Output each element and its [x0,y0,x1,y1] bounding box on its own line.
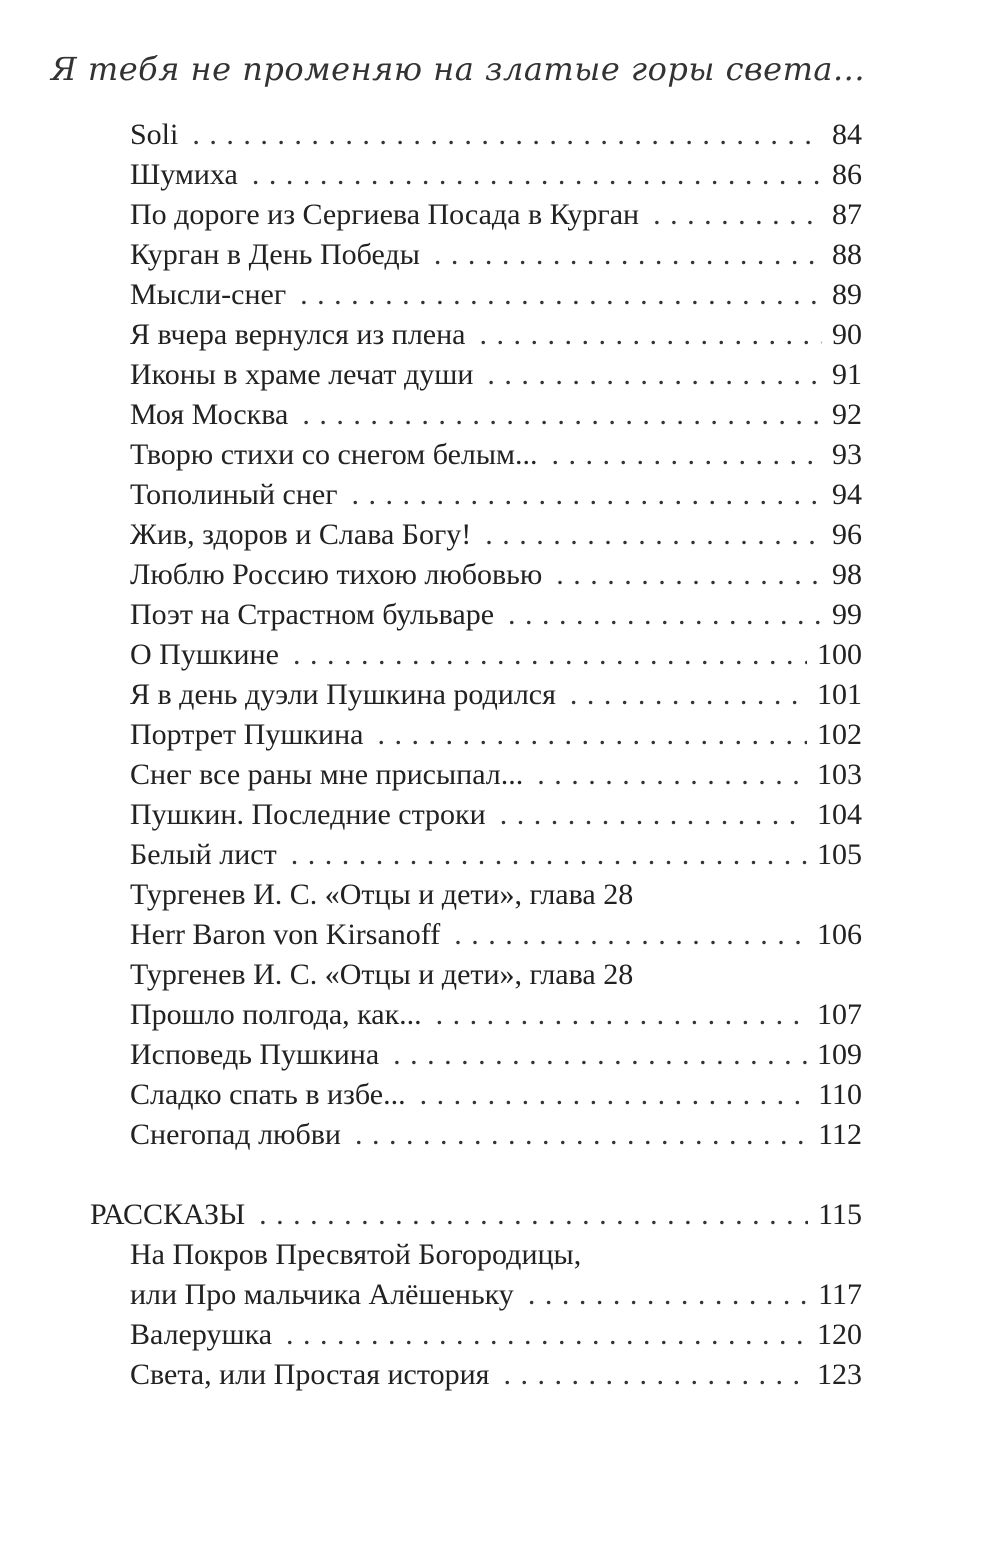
entry-title: Курган в День Победы [130,238,420,271]
toc-entry [0,795,1000,835]
toc-entry [0,835,1000,875]
entry-title: Творю стихи со снегом белым... [130,438,538,471]
entry-title: Моя Москва [130,398,289,431]
dot-leader [420,1075,809,1115]
entry-page-number: 100 [817,638,862,671]
dot-leader [570,675,807,715]
dot-leader [528,1275,808,1315]
toc-section-stories [0,1195,1000,1235]
dot-leader [552,435,822,475]
entry-page-number: 93 [832,438,862,471]
section-page-number: 115 [818,1198,862,1231]
entry-title: Soli [130,118,179,151]
dot-leader [259,1195,808,1235]
dot-leader [393,1035,807,1075]
toc-entry [0,1315,1000,1355]
toc-entry [0,1115,1000,1155]
entry-title: По дороге из Сергиева Посада в Курган [130,198,640,231]
toc-entry [0,195,1000,235]
dot-leader [485,515,822,555]
entry-title: Валерушка [130,1318,273,1351]
entry-page-number: 109 [817,1038,862,1071]
toc-entry [0,595,1000,635]
toc-entry [0,995,1000,1035]
toc-entry [0,1075,1000,1115]
entry-page-number: 104 [817,798,862,831]
entry-page-number: 106 [817,918,862,951]
table-of-contents [0,115,1000,1395]
dot-leader [508,595,822,635]
dot-leader [302,395,822,435]
entry-page-number: 98 [832,558,862,591]
dot-leader [377,715,807,755]
entry-title: Тургенев И. С. «Отцы и дети», глава 28 [130,958,634,991]
entry-page-number: 84 [832,118,862,151]
entry-title: Исповедь Пушкина [130,1038,380,1071]
dot-leader [653,195,822,235]
toc-entry [0,155,1000,195]
dot-leader [434,235,822,275]
toc-entry [0,315,1000,355]
toc-entry [0,515,1000,555]
entry-page-number: 88 [832,238,862,271]
entry-page-number: 120 [817,1318,862,1351]
entry-title: Шумиха [130,158,238,191]
entry-title: Herr Baron von Kirsanoff [130,918,441,951]
section-title: РАССКАЗЫ [90,1198,246,1231]
entry-title: Иконы в храме лечат души [130,358,474,391]
entry-page-number: 86 [832,158,862,191]
dot-leader [436,995,807,1035]
toc-entry [0,675,1000,715]
entry-title: Поэт на Страстном бульваре [130,598,495,631]
toc-entry [0,1355,1000,1395]
section-gap [0,1155,1000,1195]
toc-entry [0,235,1000,275]
entry-title: или Про мальчика Алёшеньку [130,1278,514,1311]
dot-leader [454,915,807,955]
entry-page-number: 89 [832,278,862,311]
entry-page-number: 103 [817,758,862,791]
entry-title: Снегопад любви [130,1118,341,1151]
entry-page-number: 92 [832,398,862,431]
entry-title: Прошло полгода, как... [130,998,422,1031]
toc-entry [0,1275,1000,1315]
entry-page-number: 94 [832,478,862,511]
dot-leader [487,355,822,395]
dot-leader [352,475,822,515]
entry-title: О Пушкине [130,638,279,671]
entry-page-number: 87 [832,198,862,231]
toc-entry [0,435,1000,475]
entry-page-number: 105 [817,838,862,871]
entry-page-number: 91 [832,358,862,391]
entry-title: Мысли-снег [130,278,287,311]
dot-leader [537,755,807,795]
entry-title: Тополиный снег [130,478,338,511]
toc-entry [0,395,1000,435]
entry-title: Света, или Простая история [130,1358,490,1391]
dot-leader [291,835,807,875]
dot-leader [500,795,807,835]
dot-leader [286,1315,807,1355]
entry-page-number: 101 [817,678,862,711]
entry-page-number: 117 [818,1278,862,1311]
toc-entry [0,1035,1000,1075]
entry-page-number: 102 [817,718,862,751]
entry-title: Снег все раны мне присыпал... [130,758,524,791]
entry-page-number: 123 [817,1358,862,1391]
entry-page-number: 112 [818,1118,862,1151]
dot-leader [293,635,807,675]
entry-page-number: 110 [818,1078,862,1111]
dot-leader [300,275,822,315]
stories-list [0,1235,1000,1395]
toc-entry [0,115,1000,155]
entry-page-number: 90 [832,318,862,351]
toc-entry [0,475,1000,515]
toc-entry [0,275,1000,315]
dot-leader [192,115,822,155]
entry-title: Жив, здоров и Слава Богу! [130,518,472,551]
entry-title: На Покров Пресвятой Богородицы, [130,1238,582,1271]
entry-page-number: 107 [817,998,862,1031]
toc-entry [0,955,1000,995]
toc-entry [0,755,1000,795]
toc-entry [0,555,1000,595]
entry-title: Сладко спать в избе... [130,1078,406,1111]
poems-list [0,115,1000,1155]
entry-title: Белый лист [130,838,277,871]
entry-title: Люблю Россию тихою любовью [130,558,543,591]
toc-entry [0,875,1000,915]
toc-entry [0,715,1000,755]
entry-title: Я в день дуэли Пушкина родился [130,678,556,711]
entry-page-number: 99 [832,598,862,631]
entry-title: Я вчера вернулся из плена [130,318,466,351]
dot-leader [252,155,822,195]
toc-entry [0,355,1000,395]
dot-leader [355,1115,808,1155]
entry-title: Тургенев И. С. «Отцы и дети», глава 28 [130,878,634,911]
dot-leader [480,315,823,355]
toc-entry [0,635,1000,675]
entry-page-number: 96 [832,518,862,551]
entry-title: Пушкин. Последние строки [130,798,486,831]
toc-entry [0,1235,1000,1275]
running-head: Я тебя не променяю на златые горы света... [50,50,865,88]
dot-leader [503,1355,807,1395]
dot-leader [556,555,822,595]
toc-entry [0,915,1000,955]
entry-title: Портрет Пушкина [130,718,364,751]
